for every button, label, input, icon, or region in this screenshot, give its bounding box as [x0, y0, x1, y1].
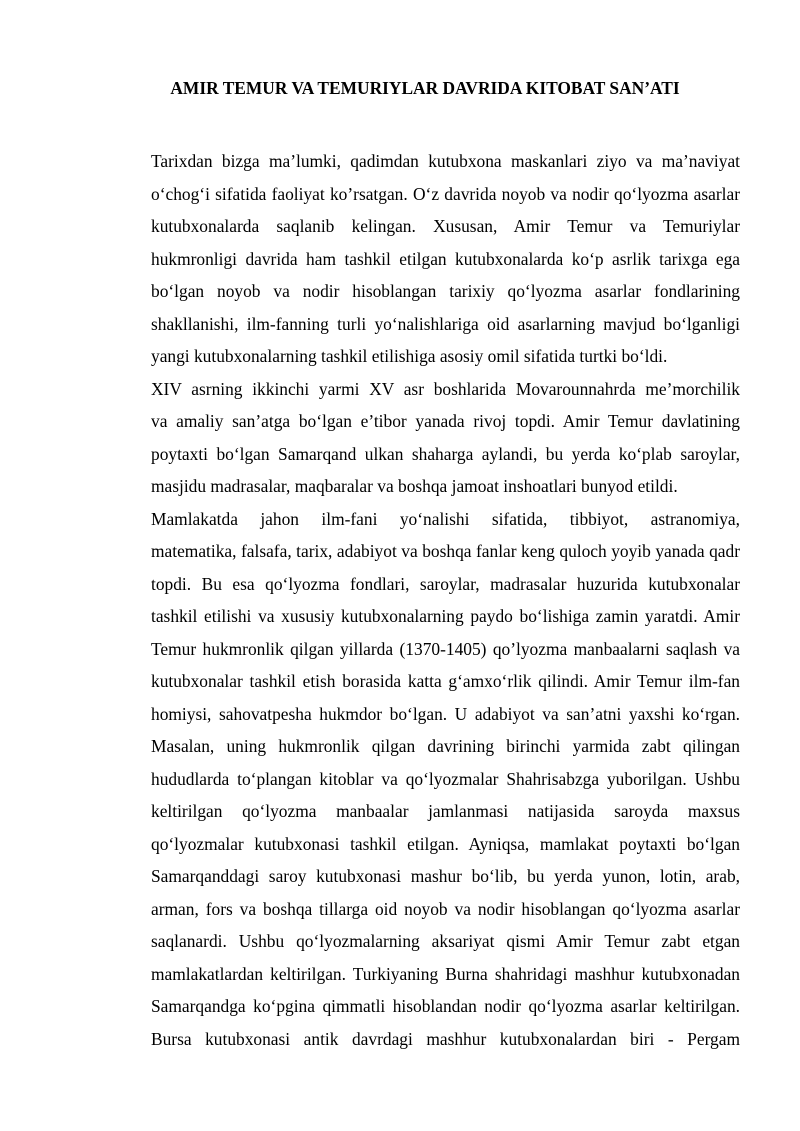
text-line: Mamlakatda jahon ilm-fani yo‘nalishi sifatida, tibbiyot, astranomiya,	[151, 508, 740, 529]
text-line: tashkil etilishi va xususiy kutubxonalarning paydo bo‘lishiga zamin yaratdi. Amir	[151, 606, 740, 626]
text-line: matematika, falsafa, tarix, adabiyot va boshqa fanlar keng quloch yoyib yanada qadr	[151, 541, 740, 561]
text-line: mamlakatlardan keltirilgan. Turkiyaning Burna shahridagi mashhur kutubxonadan	[151, 963, 740, 984]
text-line: va amaliy san’atga bo‘lgan e’tibor yanada rivoj topdi. Amir Temur davlatining	[151, 411, 740, 431]
text-line: kutubxonalarda saqlanib kelingan. Xususan, Amir Temur va Temuriylar	[151, 216, 740, 236]
text-line: bo‘lgan noyob va nodir hisoblangan tarixiy qo‘lyozma asarlar fondlarining	[151, 281, 740, 301]
text-line: Bursa kutubxonasi antik davrdagi mashhur kutubxonalardan biri - Pergam	[151, 1028, 740, 1049]
text-line: o‘chog‘i sifatida faoliyat ko’rsatgan. O‘z davrida noyob va nodir qo‘lyozma asarlar	[151, 183, 740, 204]
text-line: Temur hukmronlik qilgan yillarda (1370-1405) qo’lyozma manbaalarni saqlash va	[151, 638, 740, 659]
text-line: XIV asrning ikkinchi yarmi XV asr boshlarida Movarounnahrda me’morchilik	[151, 378, 740, 399]
text-line: kutubxonalar tashkil etish borasida katta g‘amxo‘rlik qilindi. Amir Temur ilm-fan	[151, 671, 740, 691]
document-body	[110, 145, 740, 1055]
text-line: homiysi, sahovatpesha hukmdor bo‘lgan. U adabiyot va san’atni yaxshi ko‘rgan.	[151, 703, 740, 724]
text-line: hududlarda to‘plangan kitoblar va qo‘lyozmalar Shahrisabzga yuborilgan. Ushbu	[151, 768, 740, 789]
text-line: Tarixdan bizga ma’lumki, qadimdan kutubxona maskanlari ziyo va ma’naviyat	[151, 151, 740, 171]
paragraph-2	[110, 373, 740, 503]
text-line: Samarqanddagi saroy kutubxonasi mashur bo‘lib, bu yerda yunon, lotin, arab,	[151, 866, 740, 886]
paragraph-1	[110, 145, 740, 373]
text-line: poytaxti bo‘lgan Samarqand ulkan shaharga aylandi, bu yerda ko‘plab saroylar,	[151, 443, 740, 464]
text-line: topdi. Bu esa qo‘lyozma fondlari, saroylar, madrasalar huzurida kutubxonalar	[151, 573, 740, 594]
paragraph-3	[110, 503, 740, 1056]
page-title: AMIR TEMUR VA TEMURIYLAR DAVRIDA KITOBAT SAN’ATI	[170, 78, 680, 98]
text-line: saqlanardi. Ushbu qo‘lyozmalarning aksariyat qismi Amir Temur zabt etgan	[151, 931, 740, 951]
text-line: hukmronligi davrida ham tashkil etilgan kutubxonalarda ko‘p asrlik tarixga ega	[151, 248, 740, 269]
text-line: Masalan, uning hukmronlik qilgan davrining birinchi yarmida zabt qilingan	[151, 736, 740, 756]
text-line: keltirilgan qo‘lyozma manbaalar jamlanmasi natijasida saroyda maxsus	[151, 801, 740, 821]
text-line: qo‘lyozmalar kutubxonasi tashkil etilgan. Ayniqsa, mamlakat poytaxti bo‘lgan	[151, 833, 740, 854]
text-line: masjidu madrasalar, maqbaralar va boshqa jamoat inshoatlari bunyod etildi.	[151, 476, 678, 496]
text-line: yangi kutubxonalarning tashkil etilishiga asosiy omil sifatida turtki bo‘ldi.	[151, 346, 668, 366]
text-line: arman, fors va boshqa tillarga oid noyob va nodir hisoblangan qo‘lyozma asarlar	[151, 898, 740, 919]
text-line: shakllanishi, ilm-fanning turli yo‘nalishlariga oid asarlarning mavjud bo‘lganligi	[151, 313, 740, 334]
text-line: Samarqandga ko‘pgina qimmatli hisoblandan nodir qo‘lyozma asarlar keltirilgan.	[151, 996, 740, 1016]
